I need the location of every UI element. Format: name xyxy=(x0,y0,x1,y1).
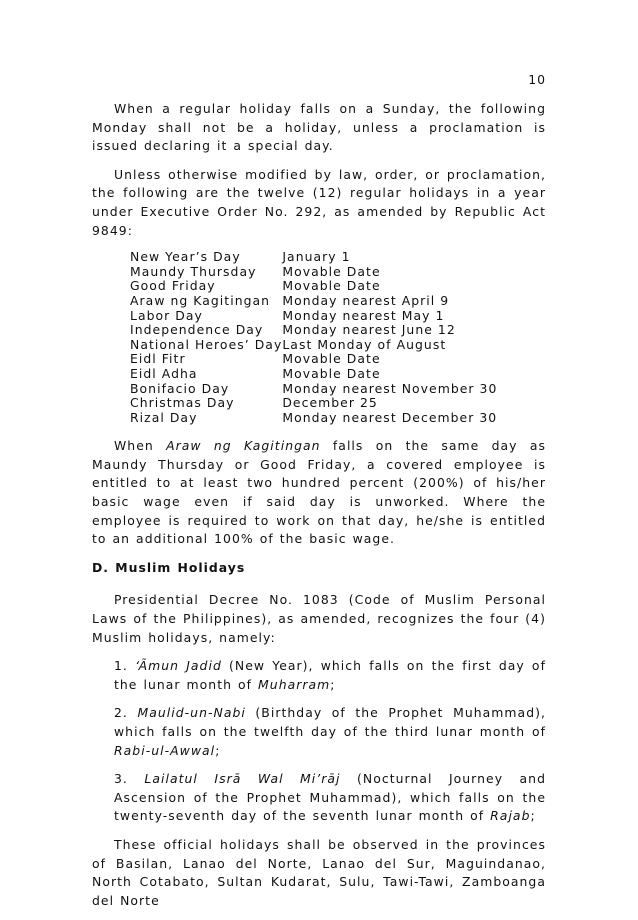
holiday-date: Monday nearest May 1 xyxy=(282,307,445,323)
holiday-name: New Year’s Day xyxy=(130,249,241,265)
item-end: ; xyxy=(330,676,336,692)
holiday-row xyxy=(130,411,497,426)
holiday-row xyxy=(130,279,497,294)
holiday-row xyxy=(130,338,497,353)
holiday-date: Movable Date xyxy=(282,263,381,279)
lunar-month: Rabi-ul-Awwal xyxy=(114,742,216,758)
holiday-name: Maundy Thursday xyxy=(130,263,257,279)
page-content xyxy=(92,100,546,920)
holiday-date: January 1 xyxy=(282,249,351,265)
sunday-paragraph: When a regular holiday falls on a Sunday, the following Monday shall not be a holiday, unless a proclamation is issued declaring it a special day. xyxy=(92,101,546,154)
item-number: 3. xyxy=(114,771,145,787)
regular-holidays-intro: Unless otherwise modified by law, order, or proclamation, the following are the twelve (12) regular holidays in a year under Executive Order No. 292, as amended by Republic Act 9849: xyxy=(92,166,546,238)
holiday-date: Movable Date xyxy=(282,278,381,294)
holiday-name: Eidl Fitr xyxy=(130,351,186,367)
section-heading: D. Muslim Holidays xyxy=(92,559,246,575)
holiday-name: Lailatul Isrā Wal Mi’rāj xyxy=(144,771,341,787)
muslim-holiday-item xyxy=(114,770,546,826)
item-description: (Nocturnal Journey and Ascension of the Prophet Muhammad), which falls on the twenty-seventh day of the seventh lunar month of xyxy=(114,771,546,824)
holiday-name: Christmas Day xyxy=(130,395,235,411)
holiday-name: Maulid-un-Nabi xyxy=(137,705,246,721)
item-end: ; xyxy=(215,742,221,758)
item-description: (Birthday of the Prophet Muhammad), which falls on the twelfth day of the third lunar month of xyxy=(114,705,546,739)
holiday-row xyxy=(130,382,497,397)
holiday-row xyxy=(130,323,497,338)
pd-1083-paragraph: Presidential Decree No. 1083 (Code of Muslim Personal Laws of the Philippines), as amended, recognizes the four (4) Muslim holidays, namely: xyxy=(92,592,546,645)
holiday-row xyxy=(130,396,497,411)
lunar-month: Muharram xyxy=(258,676,331,692)
muslim-holiday-item xyxy=(114,704,546,760)
araw-ng-kagitingan-term: Araw ng Kagitingan xyxy=(166,438,321,454)
holiday-name: Independence Day xyxy=(130,322,264,338)
page-number: 10 xyxy=(528,72,546,87)
holiday-date: Movable Date xyxy=(282,365,381,381)
holiday-date: Monday nearest December 30 xyxy=(282,409,498,425)
holiday-row xyxy=(130,294,497,309)
item-number: 1. xyxy=(114,658,136,674)
holiday-row xyxy=(130,309,497,324)
holiday-date: December 25 xyxy=(282,395,378,411)
holiday-row xyxy=(130,367,497,382)
muslim-holiday-list xyxy=(92,657,546,826)
regular-holidays-table xyxy=(130,250,497,425)
holiday-date: Monday nearest April 9 xyxy=(282,292,450,308)
holiday-name: Rizal Day xyxy=(130,409,198,425)
lunar-month: Rajab xyxy=(490,808,531,824)
holiday-row xyxy=(130,352,497,367)
official-holidays-paragraph: These official holidays shall be observed in the provinces of Basilan, Lanao del Norte, Lanao del Sur, Maguindanao, North Cotabato, Sultan Kudarat, Sulu, Tawi-Tawi, Zamboanga del Norte xyxy=(92,836,546,908)
araw-paragraph-start: When xyxy=(114,438,167,454)
holiday-name: Bonifacio Day xyxy=(130,380,230,396)
araw-paragraph-rest: falls on the same day as Maundy Thursday or Good Friday, a covered employee is entitled to at least two hundred percent (200%) of his/her basic wage even if said day is unworked. Where the employee is required to work on that day, he/she is entitled to an additional 100% of the basic wage. xyxy=(92,438,546,547)
holiday-date: Movable Date xyxy=(282,351,381,367)
holiday-name: Araw ng Kagitingan xyxy=(130,292,271,308)
muslim-holiday-item xyxy=(114,657,546,694)
holiday-row xyxy=(130,250,497,265)
holiday-name: Good Friday xyxy=(130,278,216,294)
holiday-date: Last Monday of August xyxy=(282,336,447,352)
holiday-name: ‘Ãmun Jadid xyxy=(135,658,222,674)
holiday-name: Eidl Adha xyxy=(130,365,198,381)
item-description: (New Year), which falls on the first day of the lunar month of xyxy=(114,658,546,692)
item-number: 2. xyxy=(114,705,138,721)
araw-paragraph xyxy=(92,437,546,549)
holiday-date: Monday nearest June 12 xyxy=(282,322,456,338)
item-end: ; xyxy=(530,808,536,824)
holiday-name: National Heroes’ Day xyxy=(130,336,283,352)
holiday-row xyxy=(130,265,497,280)
holiday-date: Monday nearest November 30 xyxy=(282,380,498,396)
holiday-name: Labor Day xyxy=(130,307,203,323)
